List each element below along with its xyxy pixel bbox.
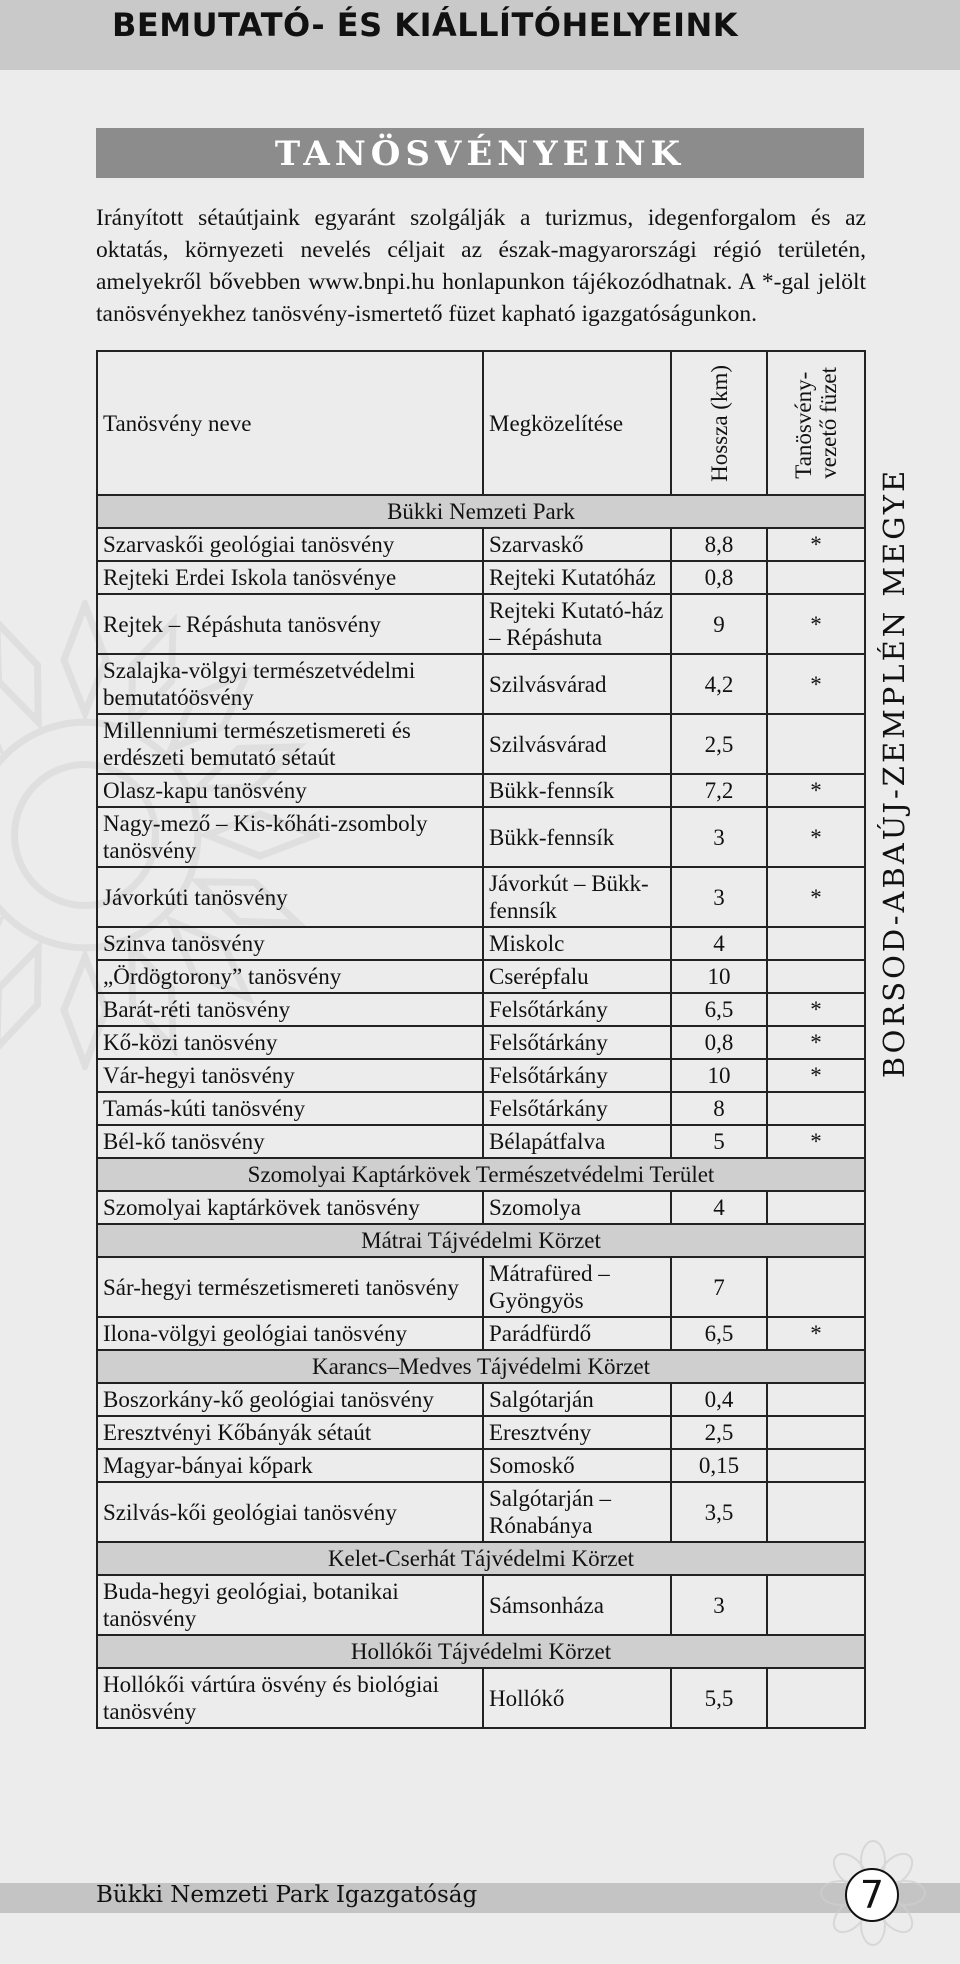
booklet-cell: * <box>767 807 865 867</box>
length-cell: 6,5 <box>671 1317 767 1350</box>
header-booklet-label <box>791 367 841 479</box>
table-row <box>97 1059 865 1092</box>
group-title: Szomolyai Kaptárkövek Természetvédelmi Terület <box>97 1158 865 1191</box>
table-row <box>97 1575 865 1635</box>
table-row <box>97 1482 865 1542</box>
trail-name-cell: Rejtek – Répáshuta tanösvény <box>97 594 483 654</box>
booklet-cell: * <box>767 1059 865 1092</box>
header-booklet-line1: Tanösvény- <box>791 371 816 479</box>
table-group-row <box>97 1542 865 1575</box>
booklet-cell <box>767 927 865 960</box>
trail-name-cell: Bél-kő tanösvény <box>97 1125 483 1158</box>
table-row <box>97 1026 865 1059</box>
booklet-cell <box>767 1449 865 1482</box>
table-row <box>97 867 865 927</box>
booklet-cell <box>767 1092 865 1125</box>
length-cell: 0,8 <box>671 561 767 594</box>
access-cell: Szarvaskő <box>483 528 671 561</box>
table-row <box>97 654 865 714</box>
access-cell: Jávorkút – Bükk-fennsík <box>483 867 671 927</box>
trail-name-cell: Kő-közi tanösvény <box>97 1026 483 1059</box>
access-cell: Sámsonháza <box>483 1575 671 1635</box>
table-group-row <box>97 1158 865 1191</box>
length-cell: 9 <box>671 594 767 654</box>
length-cell: 4 <box>671 1191 767 1224</box>
access-cell: Somoskő <box>483 1449 671 1482</box>
table-row <box>97 993 865 1026</box>
booklet-cell: * <box>767 1317 865 1350</box>
access-cell: Bélapátfalva <box>483 1125 671 1158</box>
trail-name-cell: Eresztvényi Kőbányák sétaút <box>97 1416 483 1449</box>
access-cell: Szomolya <box>483 1191 671 1224</box>
table-group-row <box>97 1224 865 1257</box>
length-cell: 2,5 <box>671 1416 767 1449</box>
length-cell: 3 <box>671 867 767 927</box>
access-cell: Bükk-fennsík <box>483 774 671 807</box>
booklet-cell: * <box>767 1125 865 1158</box>
access-cell: Miskolc <box>483 927 671 960</box>
trails-table <box>96 350 866 1729</box>
group-title: Karancs–Medves Tájvédelmi Körzet <box>97 1350 865 1383</box>
table-row <box>97 1257 865 1317</box>
group-title: Hollókői Tájvédelmi Körzet <box>97 1635 865 1668</box>
booklet-cell <box>767 714 865 774</box>
length-cell: 2,5 <box>671 714 767 774</box>
trail-name-cell: Rejteki Erdei Iskola tanösvénye <box>97 561 483 594</box>
header-booklet <box>767 351 865 495</box>
intro-paragraph: Irányított sétaútjaink egyaránt szolgálják a turizmus, idegenforgalom és az oktatás, környezeti nevelés céljait az észak-magyarországi régió területén, amelyekről bővebben www.bnpi.hu honlapunkon tájékozódhatnak. A *-gal jelölt tanösvényekhez tanösvény-ismertető füzet kapható igazgatóságunkon. <box>96 205 866 327</box>
header-trail-name: Tanösvény neve <box>97 351 483 495</box>
table-row <box>97 1317 865 1350</box>
access-cell: Szilvásvárad <box>483 714 671 774</box>
length-cell: 10 <box>671 1059 767 1092</box>
length-cell: 0,8 <box>671 1026 767 1059</box>
access-cell: Eresztvény <box>483 1416 671 1449</box>
trail-name-cell: Tamás-kúti tanösvény <box>97 1092 483 1125</box>
booklet-cell: * <box>767 774 865 807</box>
trail-name-cell: Szilvás-kői geológiai tanösvény <box>97 1482 483 1542</box>
access-cell: Rejteki Kutató-ház – Répáshuta <box>483 594 671 654</box>
trail-name-cell: Hollókői vártúra ösvény és biológiai tanösvény <box>97 1668 483 1728</box>
booklet-cell: * <box>767 1026 865 1059</box>
trail-name-cell: Olasz-kapu tanösvény <box>97 774 483 807</box>
booklet-cell <box>767 1575 865 1635</box>
access-cell: Hollókő <box>483 1668 671 1728</box>
trail-name-cell: Nagy-mező – Kis-kőháti-zsomboly tanösvény <box>97 807 483 867</box>
length-cell: 7,2 <box>671 774 767 807</box>
table-row <box>97 1092 865 1125</box>
table-row <box>97 774 865 807</box>
trail-name-cell: Ilona-völgyi geológiai tanösvény <box>97 1317 483 1350</box>
access-cell: Salgótarján – Rónabánya <box>483 1482 671 1542</box>
length-cell: 6,5 <box>671 993 767 1026</box>
table-row <box>97 528 865 561</box>
table-row <box>97 1668 865 1728</box>
table-row <box>97 1125 865 1158</box>
table-row <box>97 807 865 867</box>
page-number: 7 <box>845 1868 899 1922</box>
access-cell: Felsőtárkány <box>483 993 671 1026</box>
table-group-row <box>97 495 865 528</box>
access-cell: Cserépfalu <box>483 960 671 993</box>
trail-name-cell: Jávorkúti tanösvény <box>97 867 483 927</box>
booklet-cell <box>767 1191 865 1224</box>
booklet-cell: * <box>767 993 865 1026</box>
length-cell: 8 <box>671 1092 767 1125</box>
access-cell: Rejteki Kutatóház <box>483 561 671 594</box>
trail-name-cell: Millenniumi természetismereti és erdészeti bemutató sétaút <box>97 714 483 774</box>
booklet-cell <box>767 960 865 993</box>
page-header-title: BEMUTATÓ- ÉS KIÁLLÍTÓHELYEINK <box>112 6 739 44</box>
table-group-row <box>97 1635 865 1668</box>
booklet-cell <box>767 1668 865 1728</box>
booklet-cell <box>767 561 865 594</box>
length-cell: 8,8 <box>671 528 767 561</box>
trail-name-cell: Szomolyai kaptárkövek tanösvény <box>97 1191 483 1224</box>
trail-name-cell: Szalajka-völgyi természetvédelmi bemutatóösvény <box>97 654 483 714</box>
access-cell: Parádfürdő <box>483 1317 671 1350</box>
booklet-cell: * <box>767 654 865 714</box>
header-access: Megközelítése <box>483 351 671 495</box>
booklet-cell <box>767 1383 865 1416</box>
table-row <box>97 714 865 774</box>
trail-name-cell: Szinva tanösvény <box>97 927 483 960</box>
table-header-row <box>97 351 865 495</box>
group-title: Bükki Nemzeti Park <box>97 495 865 528</box>
county-side-label: BORSOD-ABAÚJ-ZEMPLÉN MEGYE <box>877 467 911 1079</box>
group-title: Kelet-Cserhát Tájvédelmi Körzet <box>97 1542 865 1575</box>
length-cell: 0,15 <box>671 1449 767 1482</box>
length-cell: 3,5 <box>671 1482 767 1542</box>
table-row <box>97 1191 865 1224</box>
length-cell: 7 <box>671 1257 767 1317</box>
header-booklet-line2: vezető füzet <box>816 367 841 479</box>
section-title: TANÖSVÉNYEINK <box>274 134 686 174</box>
table-row <box>97 561 865 594</box>
booklet-cell <box>767 1257 865 1317</box>
access-cell: Mátrafüred – Gyöngyös <box>483 1257 671 1317</box>
length-cell: 3 <box>671 807 767 867</box>
trail-name-cell: Boszorkány-kő geológiai tanösvény <box>97 1383 483 1416</box>
trail-name-cell: „Ördögtorony” tanösvény <box>97 960 483 993</box>
length-cell: 0,4 <box>671 1383 767 1416</box>
booklet-cell <box>767 1416 865 1449</box>
trails-table-body <box>97 495 865 1728</box>
table-row <box>97 960 865 993</box>
length-cell: 5 <box>671 1125 767 1158</box>
access-cell: Szilvásvárad <box>483 654 671 714</box>
access-cell: Felsőtárkány <box>483 1059 671 1092</box>
group-title: Mátrai Tájvédelmi Körzet <box>97 1224 865 1257</box>
length-cell: 10 <box>671 960 767 993</box>
header-length-label: Hossza (km) <box>706 364 732 482</box>
table-row <box>97 594 865 654</box>
access-cell: Felsőtárkány <box>483 1026 671 1059</box>
header-length <box>671 351 767 495</box>
length-cell: 3 <box>671 1575 767 1635</box>
booklet-cell: * <box>767 528 865 561</box>
table-row <box>97 1449 865 1482</box>
length-cell: 4,2 <box>671 654 767 714</box>
length-cell: 5,5 <box>671 1668 767 1728</box>
table-row <box>97 1383 865 1416</box>
booklet-cell: * <box>767 867 865 927</box>
table-group-row <box>97 1350 865 1383</box>
trail-name-cell: Sár-hegyi természetismereti tanösvény <box>97 1257 483 1317</box>
booklet-cell: * <box>767 594 865 654</box>
access-cell: Felsőtárkány <box>483 1092 671 1125</box>
trail-name-cell: Barát-réti tanösvény <box>97 993 483 1026</box>
trail-name-cell: Szarvaskői geológiai tanösvény <box>97 528 483 561</box>
footer-organization: Bükki Nemzeti Park Igazgatóság <box>96 1882 478 1908</box>
length-cell: 4 <box>671 927 767 960</box>
trail-name-cell: Vár-hegyi tanösvény <box>97 1059 483 1092</box>
trail-name-cell: Buda-hegyi geológiai, botanikai tanösvény <box>97 1575 483 1635</box>
trail-name-cell: Magyar-bányai kőpark <box>97 1449 483 1482</box>
access-cell: Bükk-fennsík <box>483 807 671 867</box>
booklet-cell <box>767 1482 865 1542</box>
access-cell: Salgótarján <box>483 1383 671 1416</box>
table-row <box>97 927 865 960</box>
table-row <box>97 1416 865 1449</box>
